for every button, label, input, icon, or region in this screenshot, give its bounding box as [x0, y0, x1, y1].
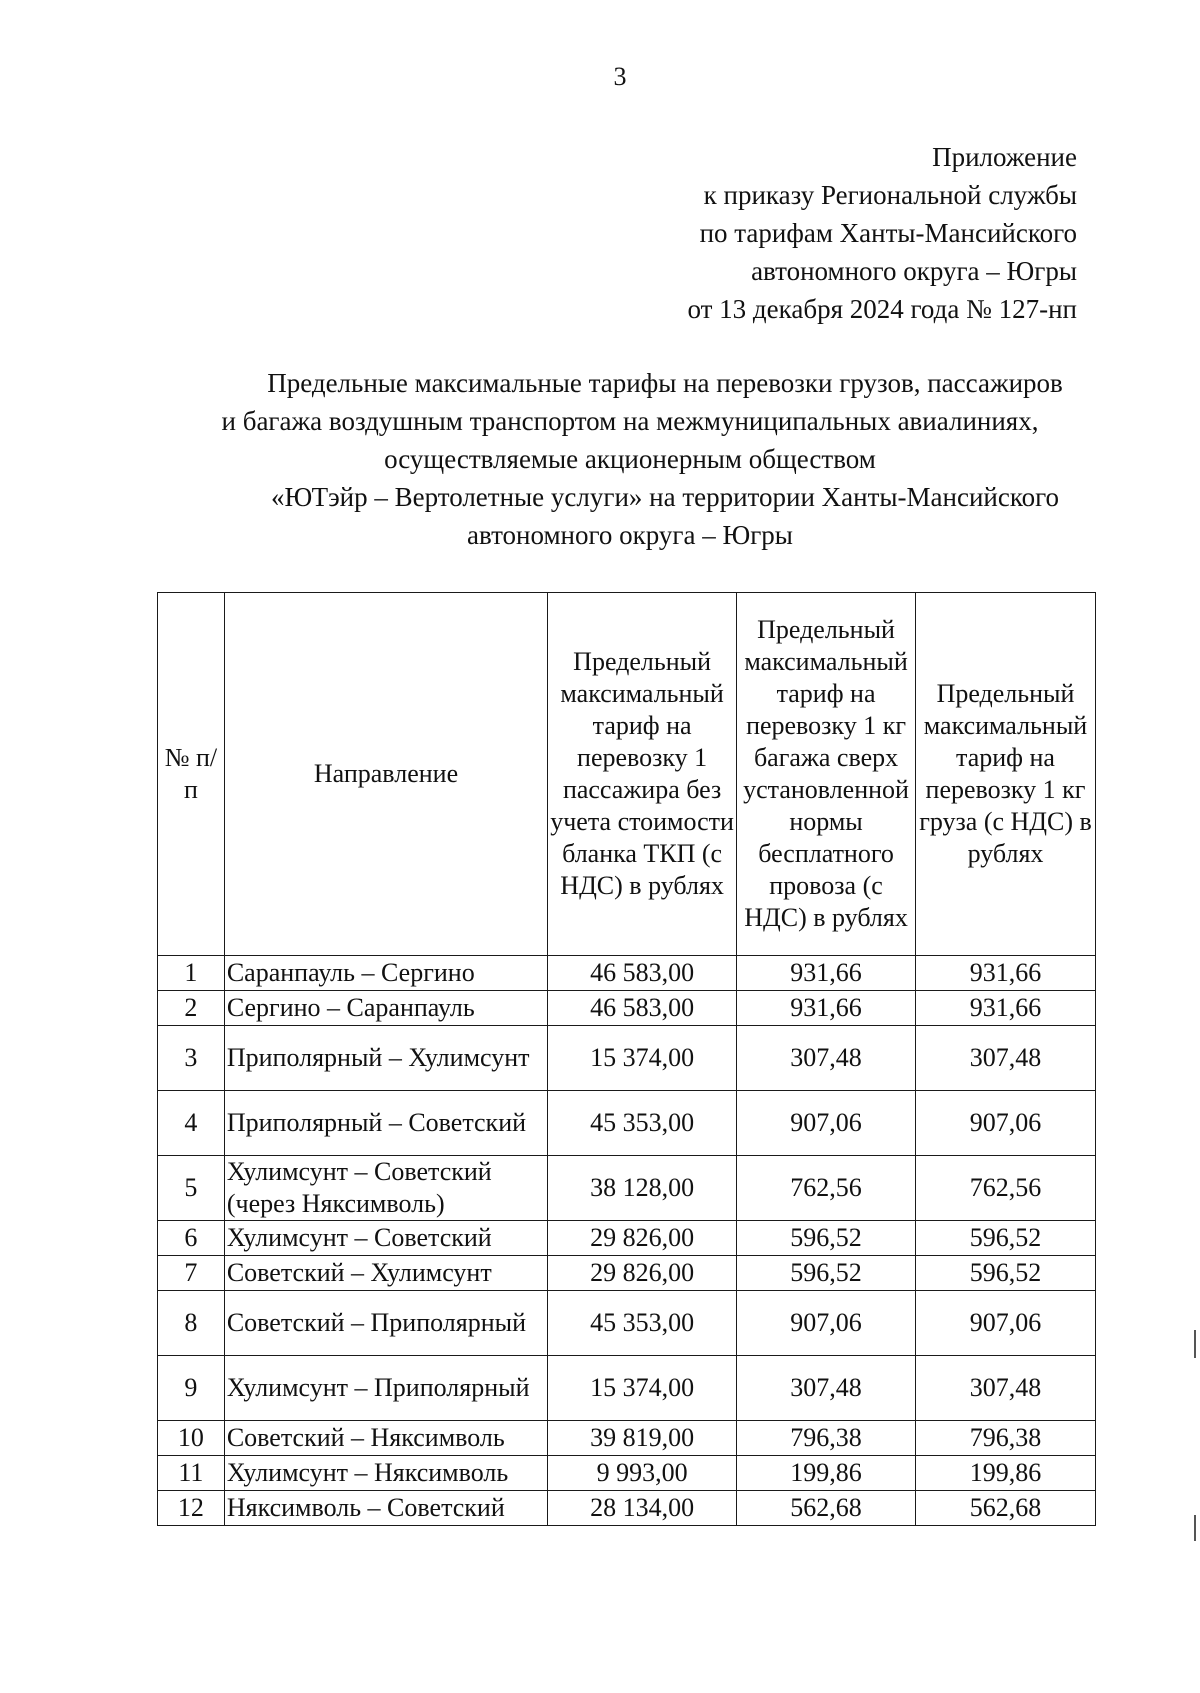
cell-baggage: 199,86: [737, 1456, 916, 1491]
cell-cargo: 307,48: [916, 1026, 1096, 1091]
cell-passenger: 45 353,00: [548, 1091, 737, 1156]
cell-cargo: 907,06: [916, 1091, 1096, 1156]
title-line: осуществляемые акционерным обществом: [384, 444, 876, 474]
cell-passenger: 46 583,00: [548, 991, 737, 1026]
appendix-line: по тарифам Ханты-Мансийского: [699, 218, 1077, 248]
cell-cargo: 931,66: [916, 991, 1096, 1026]
cell-num: 5: [158, 1156, 225, 1221]
appendix-line: к приказу Региональной службы: [703, 180, 1077, 210]
cell-route: Саранпауль – Сергино: [224, 956, 547, 991]
table-row: [158, 956, 1096, 991]
table-row: [158, 1356, 1096, 1421]
cell-route: Хулимсунт – Советский: [224, 1221, 547, 1256]
table-row: [158, 1291, 1096, 1356]
cell-cargo: 796,38: [916, 1421, 1096, 1456]
title-line: автономного округа – Югры: [467, 520, 793, 550]
header-cargo-tariff: Предельный максимальный тариф на перевозку 1 кг груза (с НДС) в рублях: [916, 593, 1096, 956]
cell-passenger: 29 826,00: [548, 1256, 737, 1291]
appendix-line: от 13 декабря 2024 года № 127-нп: [687, 294, 1077, 324]
title-line: Предельные максимальные тарифы на перевозки грузов, пассажиров: [267, 368, 1063, 398]
table-row: [158, 1156, 1096, 1221]
cell-num: 4: [158, 1091, 225, 1156]
cell-passenger: 29 826,00: [548, 1221, 737, 1256]
cell-baggage: 907,06: [737, 1291, 916, 1356]
table-row: [158, 1491, 1096, 1526]
cell-passenger: 15 374,00: [548, 1356, 737, 1421]
document-title: [180, 364, 1080, 554]
appendix-line: автономного округа – Югры: [751, 256, 1077, 286]
appendix-line: Приложение: [932, 142, 1077, 172]
cell-route: Хулимсунт – Приполярный: [224, 1356, 547, 1421]
cell-cargo: 307,48: [916, 1356, 1096, 1421]
cell-baggage: 796,38: [737, 1421, 916, 1456]
title-line: «ЮТэйр – Вертолетные услуги» на территории Ханты-Мансийского: [271, 482, 1059, 512]
cell-baggage: 562,68: [737, 1491, 916, 1526]
cell-passenger: 46 583,00: [548, 956, 737, 991]
cell-cargo: 931,66: [916, 956, 1096, 991]
table-row: [158, 1256, 1096, 1291]
page-number: 3: [613, 62, 627, 91]
cell-passenger: 39 819,00: [548, 1421, 737, 1456]
cell-baggage: 307,48: [737, 1356, 916, 1421]
table-row: [158, 1091, 1096, 1156]
cell-num: 1: [158, 956, 225, 991]
cell-baggage: 931,66: [737, 956, 916, 991]
table-row: [158, 1026, 1096, 1091]
cell-num: 2: [158, 991, 225, 1026]
cell-passenger: 45 353,00: [548, 1291, 737, 1356]
cell-num: 3: [158, 1026, 225, 1091]
cell-cargo: 596,52: [916, 1221, 1096, 1256]
cell-num: 10: [158, 1421, 225, 1456]
cell-cargo: 562,68: [916, 1491, 1096, 1526]
table-row: [158, 1421, 1096, 1456]
table-header-row: [158, 593, 1096, 956]
cell-baggage: 931,66: [737, 991, 916, 1026]
cell-passenger: 9 993,00: [548, 1456, 737, 1491]
cell-num: 12: [158, 1491, 225, 1526]
cell-route: Хулимсунт – Советский (через Няксимволь): [224, 1156, 547, 1221]
header-num: № п/п: [158, 593, 225, 956]
header-passenger-tariff: Предельный максимальный тариф на перевозку 1 пассажира без учета стоимости бланка ТКП (с НДС) в рублях: [548, 593, 737, 956]
cell-route: Хулимсунт – Няксимволь: [224, 1456, 547, 1491]
cell-cargo: 907,06: [916, 1291, 1096, 1356]
tariff-table: [157, 592, 1096, 1526]
cell-baggage: 907,06: [737, 1091, 916, 1156]
table-row: [158, 1456, 1096, 1491]
cell-num: 6: [158, 1221, 225, 1256]
cell-passenger: 15 374,00: [548, 1026, 737, 1091]
table-row: [158, 1221, 1096, 1256]
header-route: Направление: [224, 593, 547, 956]
appendix-header: [687, 138, 1077, 328]
scan-margin-mark: [1194, 1515, 1196, 1541]
cell-passenger: 38 128,00: [548, 1156, 737, 1221]
table-row: [158, 991, 1096, 1026]
cell-route: Советский – Хулимсунт: [224, 1256, 547, 1291]
cell-baggage: 307,48: [737, 1026, 916, 1091]
cell-num: 7: [158, 1256, 225, 1291]
cell-route: Няксимволь – Советский: [224, 1491, 547, 1526]
cell-num: 8: [158, 1291, 225, 1356]
cell-num: 11: [158, 1456, 225, 1491]
cell-route: Приполярный – Хулимсунт: [224, 1026, 547, 1091]
cell-route: Приполярный – Советский: [224, 1091, 547, 1156]
cell-num: 9: [158, 1356, 225, 1421]
cell-baggage: 596,52: [737, 1256, 916, 1291]
cell-route: Сергино – Саранпауль: [224, 991, 547, 1026]
cell-route: Советский – Приполярный: [224, 1291, 547, 1356]
cell-route: Советский – Няксимволь: [224, 1421, 547, 1456]
scan-margin-mark: [1194, 1330, 1196, 1358]
cell-cargo: 199,86: [916, 1456, 1096, 1491]
cell-baggage: 596,52: [737, 1221, 916, 1256]
title-line: и багажа воздушным транспортом на межмуниципальных авиалиниях,: [221, 406, 1039, 436]
cell-cargo: 762,56: [916, 1156, 1096, 1221]
cell-baggage: 762,56: [737, 1156, 916, 1221]
cell-cargo: 596,52: [916, 1256, 1096, 1291]
cell-passenger: 28 134,00: [548, 1491, 737, 1526]
header-baggage-tariff: Предельный максимальный тариф на перевозку 1 кг багажа сверх установленной нормы бесплатного провоза (с НДС) в рублях: [737, 593, 916, 956]
